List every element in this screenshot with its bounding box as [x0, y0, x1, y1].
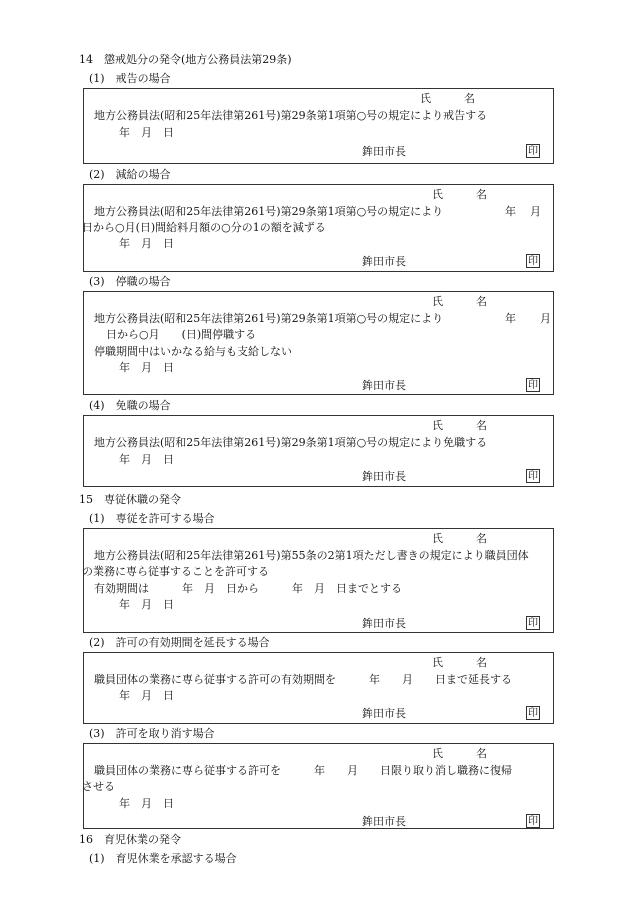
order-text-continued: させる	[82, 780, 115, 793]
name-field-label: 氏 名	[432, 747, 487, 760]
form-box-pay-cut	[83, 184, 554, 272]
case-label-suspension: (3) 停職の場合	[89, 275, 171, 288]
mayor-signature: 鉾田市長	[362, 145, 406, 158]
date-field: 年 月 日	[119, 237, 174, 250]
name-field-label: 氏 名	[432, 532, 487, 545]
order-text-year: 年	[505, 312, 516, 325]
mayor-signature: 鉾田市長	[362, 379, 406, 392]
name-field-label: 氏 名	[432, 656, 487, 669]
case-label-dismissal: (4) 免職の場合	[89, 399, 171, 412]
case-label-extend: (2) 許可の有効期間を延長する場合	[89, 636, 270, 649]
section-14-heading: 14 懲戒処分の発令(地方公務員法第29条)	[79, 53, 292, 66]
form-box-dismissal	[83, 415, 554, 487]
order-text-year: 年	[505, 205, 516, 218]
case-label-childcare-approve: (1) 育児休業を承認する場合	[89, 852, 237, 865]
mayor-signature: 鉾田市長	[362, 707, 406, 720]
mayor-signature: 鉾田市長	[362, 470, 406, 483]
date-field: 年 月 日	[119, 797, 174, 810]
case-label-pay-cut: (2) 減給の場合	[89, 168, 171, 181]
order-text: 職員団体の業務に専ら従事する許可の有効期間を 年 月 日まで延長する	[94, 673, 512, 686]
order-text-continued: 日から○月 (日)間停職する	[106, 328, 257, 341]
date-field: 年 月 日	[119, 453, 174, 466]
seal-stamp-mark: 印	[528, 256, 538, 267]
form-box-permit	[83, 528, 554, 633]
order-text-month: 月	[530, 205, 541, 218]
case-label-reprimand: (1) 戒告の場合	[89, 72, 171, 85]
suspension-note: 停職期間中はいかなる給与も支給しない	[94, 345, 292, 358]
seal-stamp-mark: 印	[528, 618, 538, 629]
case-label-revoke: (3) 許可を取り消す場合	[89, 727, 215, 740]
seal-stamp-mark: 印	[528, 816, 538, 827]
date-field: 年 月 日	[119, 598, 174, 611]
order-text: 地方公務員法(昭和25年法律第261号)第29条第1項第○号の規定により	[94, 205, 444, 218]
date-field: 年 月 日	[119, 126, 174, 139]
mayor-signature: 鉾田市長	[362, 255, 406, 268]
seal-stamp-mark: 印	[528, 471, 538, 482]
order-text: 地方公務員法(昭和25年法律第261号)第29条第1項第○号の規定により	[94, 312, 444, 325]
seal-stamp-mark: 印	[528, 380, 538, 391]
name-field-label: 氏 名	[432, 295, 487, 308]
seal-stamp-mark: 印	[528, 708, 538, 719]
mayor-signature: 鉾田市長	[362, 815, 406, 828]
order-text: 職員団体の業務に専ら従事する許可を 年 月 日限り取り消し職務に復帰	[94, 764, 512, 777]
form-box-revoke	[83, 743, 554, 829]
form-box-reprimand	[83, 88, 554, 164]
order-text: 地方公務員法(昭和25年法律第261号)第55条の2第1項ただし書きの規定により職員団体	[94, 549, 529, 562]
seal-stamp-mark: 印	[528, 146, 538, 157]
section-16-heading: 16 育児休業の発令	[79, 833, 181, 846]
name-field-label: 氏 名	[420, 92, 475, 105]
validity-period: 有効期間は 年 月 日から 年 月 日までとする	[94, 582, 402, 595]
date-field: 年 月 日	[119, 689, 174, 702]
order-text: 地方公務員法(昭和25年法律第261号)第29条第1項第○号の規定により免職する	[94, 436, 488, 449]
mayor-signature: 鉾田市長	[362, 617, 406, 630]
section-15-heading: 15 専従休職の発令	[79, 493, 181, 506]
case-label-permit: (1) 専従を許可する場合	[89, 512, 215, 525]
form-box-extend	[83, 652, 554, 724]
order-text-month: 月	[540, 312, 551, 325]
order-text-continued: の業務に専ら従事することを許可する	[82, 565, 269, 578]
form-box-suspension	[83, 291, 554, 395]
name-field-label: 氏 名	[432, 419, 487, 432]
order-text: 地方公務員法(昭和25年法律第261号)第29条第1項第○号の規定により戒告する	[94, 109, 488, 122]
order-text-continued: 日から○月(日)間給料月額の○分の1の額を減ずる	[82, 221, 326, 234]
name-field-label: 氏 名	[432, 188, 487, 201]
date-field: 年 月 日	[119, 361, 174, 374]
